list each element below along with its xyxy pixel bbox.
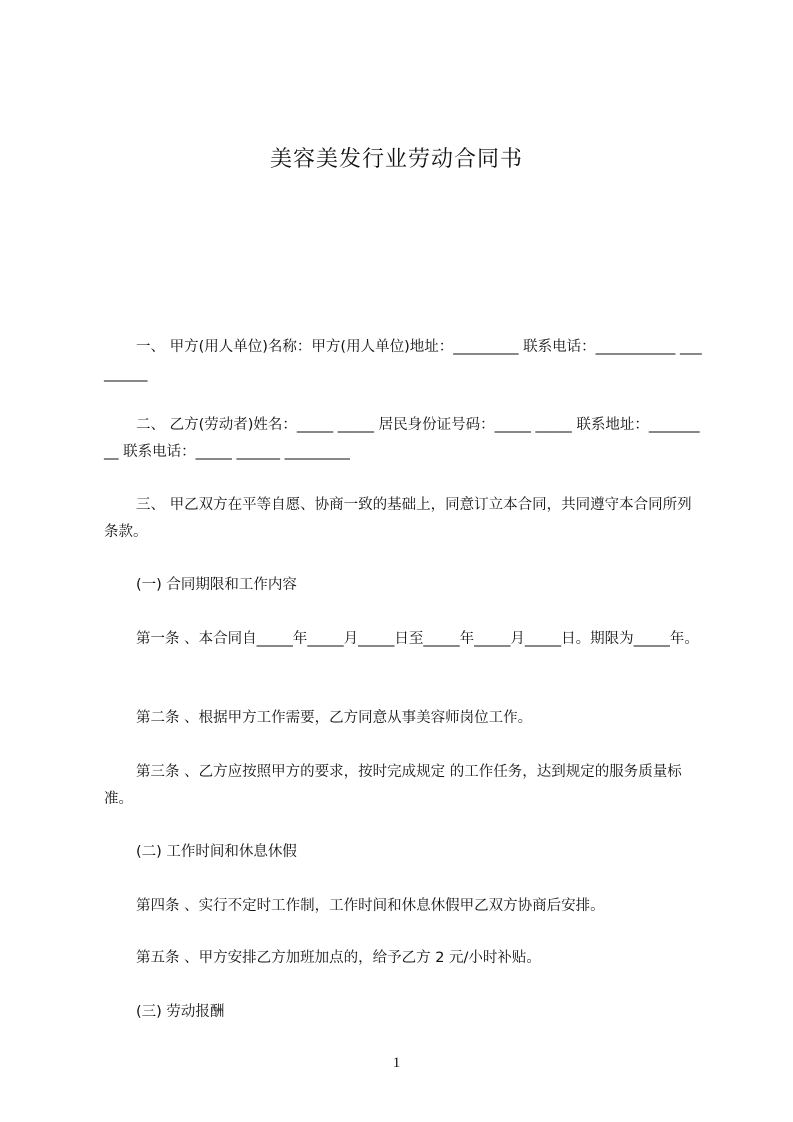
article-5-overtime-subsidy: 第五条 、甲方安排乙方加班加点的，给予乙方 2 元/小时补贴。 [136, 950, 541, 966]
page-number: 1 [392, 1055, 401, 1071]
clause-party-a-info: 一、 甲方(用人单位)名称：甲方(用人单位)地址：_________ 联系电话：___________ _________ [104, 339, 702, 382]
article-3-work-requirements: 第三条 、乙方应按照甲方的要求，按时完成规定 的工作任务，达到规定的服务质量标准。 [104, 764, 682, 807]
clause-agreement-basis: 三、 甲乙双方在平等自愿、协商一致的基础上，同意订立本合同，共同遵守本合同所列条款。 [104, 497, 692, 540]
article-4-flexible-hours: 第四条 、实行不定时工作制，工作时间和休息休假甲乙双方协商后安排。 [136, 898, 605, 914]
article-1-contract-period: 第一条 、本合同自_____年_____月_____日至_____年_____月_____日。期限为_____年。 [136, 631, 699, 647]
section-heading-working-hours: (二) 工作时间和休息休假 [136, 844, 297, 860]
section-heading-contract-term: (一) 合同期限和工作内容 [136, 577, 297, 593]
section-heading-remuneration: (三) 劳动报酬 [136, 1004, 225, 1020]
clause-party-b-info: 二、 乙方(劳动者)姓名：_____ _____ 居民身份证号码：_____ _____ 联系地址：_________ 联系电话：_____ ______ _________ [104, 417, 700, 460]
article-2-job-position: 第二条 、根据甲方工作需要，乙方同意从事美容师岗位工作。 [136, 710, 533, 726]
document-title: 美容美发行业劳动合同书 [269, 147, 523, 172]
